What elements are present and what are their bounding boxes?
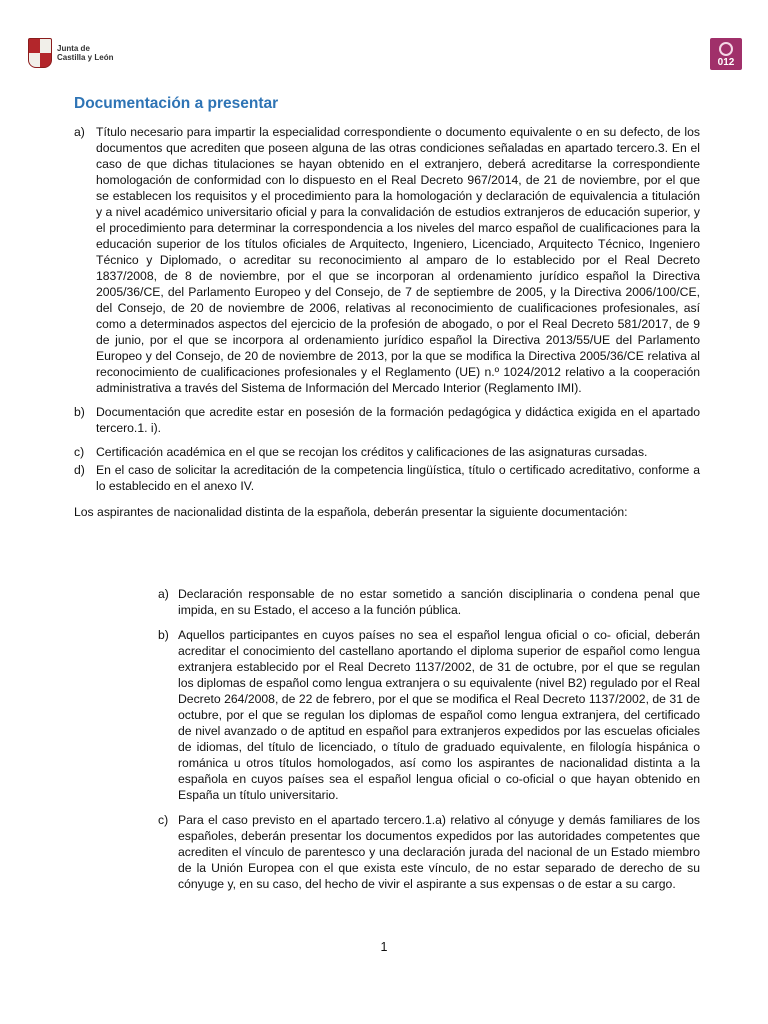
list-item [74, 462, 700, 494]
list-item-text: En el caso de solicitar la acreditación de la competencia lingüística, título o certificado acreditativo, conforme a lo establecido en el anexo IV. [96, 463, 700, 493]
section-title: Documentación a presentar [74, 95, 279, 112]
page-header [28, 30, 742, 78]
logo-line-2: Castilla y León [57, 53, 114, 62]
foreign-intro-paragraph: Los aspirantes de nacionalidad distinta de la española, deberán presentar la siguiente documentación: [74, 505, 628, 519]
logo-line-1: Junta de [57, 44, 90, 53]
list-item [158, 586, 700, 618]
list-item [158, 627, 700, 803]
012-logo-text: 012 [717, 57, 735, 68]
list-item [74, 124, 700, 396]
page-number: 1 [380, 940, 388, 954]
list-item-text: Para el caso previsto en el apartado tercero.1.a) relativo al cónyuge y demás familiares de los españoles, deberán presentar los documentos expedidos por las autoridades competentes que acrediten el vínculo de parentesco y una declaración jurada del nacional de un Estado miembro de la Unión Europea con el que exista este vínculo, de no estar separado de derecho de su cónyuge y, en su caso, del hecho de vivir el aspirante a sus expensas o de estar a su cargo. [178, 813, 700, 891]
list-item-label: c) [158, 813, 169, 827]
list-item-label: c) [74, 445, 85, 459]
list-item-label: a) [74, 125, 85, 139]
list-item [158, 812, 700, 892]
list-item-text: Documentación que acredite estar en posesión de la formación pedagógica y didáctica exigida en el apartado tercero.1. i). [96, 405, 700, 435]
list-item-text: Título necesario para impartir la especialidad correspondiente o documento equivalente o en su defecto, de los documentos que acrediten que poseen alguna de las otras condiciones señaladas en apartado tercero.3. En el caso de que dichas titulaciones se hayan obtenido en el extranjero, deberá acreditarse la correspondiente homologación de conformidad con lo dispuesto en el Real Decreto 967/2014, de 21 de noviembre, por el que se establecen los requisitos y el procedimiento para la homologación y declaración de equivalencia a titulación y a nivel académico universitario oficial y para la convalidación de estudios extranjeros de educación superior, y el procedimiento para determinar la correspondencia a los niveles del marco español de cualificaciones para la educación superior de los títulos oficiales de Arquitecto, Ingeniero, Licenciado, Arquitecto Técnico, Ingeniero Técnico y Diplomado, o acreditar su reconocimiento al amparo de lo establecido por el Real Decreto 1837/2008, de 8 de noviembre, por el que se incorporan al ordenamiento jurídico español la Directiva 2005/36/CE, del Parlamento Europeo y del Consejo, de 7 de septiembre de 2005, y la Directiva 2006/100/CE, del Consejo, de 20 de noviembre de 2006, relativas al reconocimiento de cualificaciones profesionales, así como a determinados aspectos del ejercicio de la profesión de abogado, o por el Real Decreto 581/2017, de 9 de junio, por el que se incorpora al ordenamiento jurídico español la Directiva 2013/55/UE del Parlamento Europeo y del Consejo, de 20 de noviembre de 2013, por la que se modifica la Directiva 2005/36/CE relativa al reconocimiento de cualificaciones profesionales y el Reglamento (UE) n.º 1024/2012 relativo a la cooperación administrativa a través del Sistema de Información del Mercado Interior (Reglamento IMI). [96, 125, 700, 395]
documentation-list [74, 124, 700, 520]
junta-castilla-leon-logo [28, 38, 113, 68]
logo-text [57, 44, 113, 62]
list-item-text: Aquellos participantes en cuyos países no sea el español lengua oficial o co- oficial, deberán acreditar el conocimiento del castellano aportando el diploma superior de español como lengua extranjera establecido por el Real Decreto 1137/2002, de 31 de octubre, por el que se regulan los diplomas de español como lengua extranjera o su equivalente (nivel B2) regulado por el Real Decreto 264/2008, de 22 de febrero, por el que se modifica el Real Decreto 1137/2002, de 31 de octubre, por el que se regulan los diplomas de español como lengua extranjera, del certificado de nivel avanzado o de aptitud en español para extranjeros expedidos por las escuelas oficiales de idiomas, del título de licenciado, o título de graduado equivalente, en filología hispánica o románica u otros títulos homologados, así como los aspirantes de nacionalidad distinta a la española en cuyos países sea el español lengua oficial o co-oficial o que hayan obtenido en España un título universitario. [178, 628, 700, 802]
list-item-label: a) [158, 587, 169, 601]
list-item-text: Certificación académica en el que se recojan los créditos y calificaciones de las asignaturas cursadas. [96, 445, 648, 459]
list-item-text: Declaración responsable de no estar sometido a sanción disciplinaria o condena penal que impida, en su Estado, el acceso a la función pública. [178, 587, 700, 617]
coat-of-arms-icon [28, 38, 52, 68]
foreign-documentation-list [158, 586, 700, 901]
list-item-label: b) [74, 405, 85, 419]
list-item-label: b) [158, 628, 169, 642]
012-logo-icon [710, 38, 742, 70]
list-item [74, 444, 700, 460]
list-item [74, 404, 700, 436]
list-item-label: d) [74, 463, 85, 477]
